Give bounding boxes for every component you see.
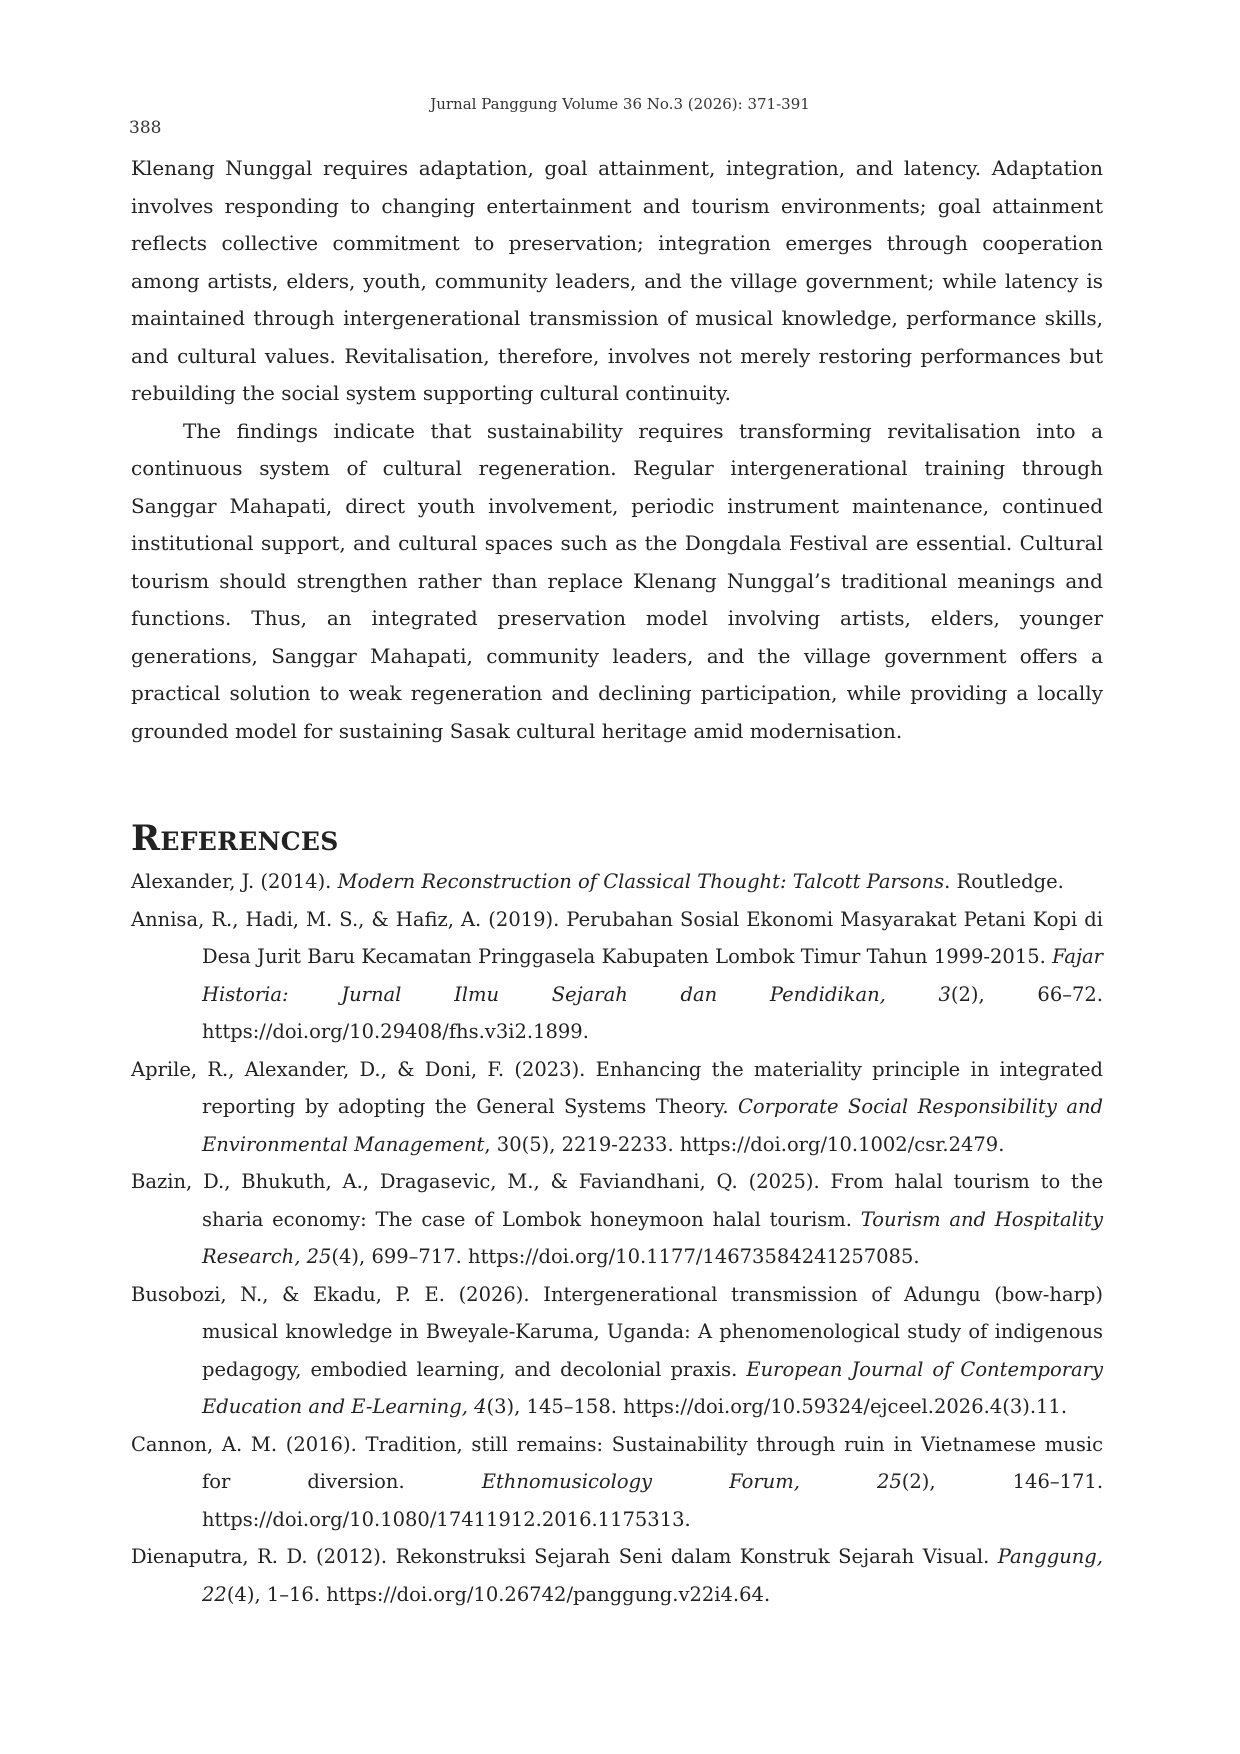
references-heading: References (131, 818, 339, 859)
reference-source: Fajar Historia: Jurnal Ilmu Sejarah dan Pendidikan, 3 (202, 945, 1103, 1006)
reference-details: (4), 1–16. https://doi.org/10.26742/panggung.v22i4.64. (226, 1582, 771, 1606)
reference-entry (131, 863, 1103, 901)
reference-entry (131, 1051, 1103, 1164)
reference-text: Cannon, A. M. (2016). Tradition, still remains: Sustainability through ruin in Vietnamese music for diversion. (131, 1432, 1103, 1493)
reference-source: Panggung, 22 (202, 1545, 1103, 1606)
reference-entry (131, 901, 1103, 1051)
reference-details: (2), 146–171. https://doi.org/10.1080/17411912.2016.1175313. (202, 1470, 1104, 1531)
journal-header: Jurnal Panggung Volume 36 No.3 (2026): 371-391 (430, 95, 810, 113)
reference-details: (3), 145–158. https://doi.org/10.59324/ejceel.2026.4(3).11. (486, 1395, 1068, 1418)
paragraph-findings: The findings indicate that sustainability requires transforming revitalisation into a continuous system of cultural regeneration. Regular intergenerational training through Sanggar Mahapati, direct youth involvement, periodic instrument maintenance, continued institutional support, and cultural spaces such as the Dongdala Festival are essential. Cultural tourism should strengthen rather than replace Klenang Nunggal’s traditional meanings and functions. Thus, an integrated preservation model involving artists, elders, younger generations, Sanggar Mahapati, community leaders, and the village government offers a practical solution to weak regeneration and declining participation, while providing a locally grounded model for sustaining Sasak cultural heritage amid modernisation. (131, 418, 1103, 743)
page-number: 388 (129, 118, 162, 138)
reference-source: Ethnomusicology Forum, 25 (481, 1470, 902, 1493)
references-list (131, 863, 1103, 1613)
reference-source: Tourism and Hospitality Research, 25 (202, 1207, 1103, 1268)
reference-text: Alexander, J. (2014). (131, 870, 338, 893)
reference-text: Busobozi, N., & Ekadu, P. E. (2026). Intergenerational transmission of Adungu (bow-harp) musical knowledge in Bweyale-Karuma, Uganda: A phenomenological study of indigenous pedagogy, embodied learning, and decolonial praxis. (131, 1282, 1103, 1381)
paragraph-continued: Klenang Nunggal requires adaptation, goal attainment, integration, and latency. Adaptation involves responding to changing entertainment and tourism environments; goal attainment reflects collective commitment to preservation; integration emerges through cooperation among artists, elders, youth, community leaders, and the village government; while latency is maintained through intergenerational transmission of musical knowledge, performance skills, and cultural values. Revitalisation, therefore, involves not merely restoring performances but rebuilding the social system supporting cultural continuity. (131, 156, 1103, 405)
reference-details: (2), 66–72. https://doi.org/10.29408/fhs.v3i2.1899. (202, 982, 1103, 1043)
reference-text: Bazin, D., Bhukuth, A., Dragasevic, M., & Faviandhani, Q. (2025). From halal tourism to the sharia economy: The case of Lombok honeymoon halal tourism. (131, 1170, 1103, 1231)
reference-entry (131, 1538, 1103, 1613)
body-text (131, 150, 1103, 750)
reference-details: , 30(5), 2219-2233. https://doi.org/10.1002/csr.2479. (484, 1132, 1005, 1156)
reference-source: European Journal of Contemporary Education and E-Learning, 4 (202, 1357, 1103, 1418)
reference-details: (4), 699–717. https://doi.org/10.1177/14673584241257085. (331, 1245, 920, 1268)
reference-entry (131, 1426, 1103, 1539)
reference-text: Dienaputra, R. D. (2012). Rekonstruksi Sejarah Seni dalam Konstruk Sejarah Visual. (131, 1545, 998, 1568)
reference-source: Modern Reconstruction of Classical Thought: Talcott Parsons (337, 870, 945, 893)
reference-details: . Routledge. (944, 870, 1064, 893)
reference-entry (131, 1276, 1103, 1426)
reference-entry (131, 1163, 1103, 1276)
reference-text: Aprile, R., Alexander, D., & Doni, F. (2023). Enhancing the materiality principle in integrated reporting by adopting the General Systems Theory. (131, 1057, 1103, 1118)
reference-text: Annisa, R., Hadi, M. S., & Hafiz, A. (2019). Perubahan Sosial Ekonomi Masyarakat Petani Kopi di Desa Jurit Baru Kecamatan Pringgasela Kabupaten Lombok Timur Tahun 1999-2015. (131, 907, 1103, 968)
reference-source: Corporate Social Responsibility and Environmental Management (202, 1095, 1103, 1156)
